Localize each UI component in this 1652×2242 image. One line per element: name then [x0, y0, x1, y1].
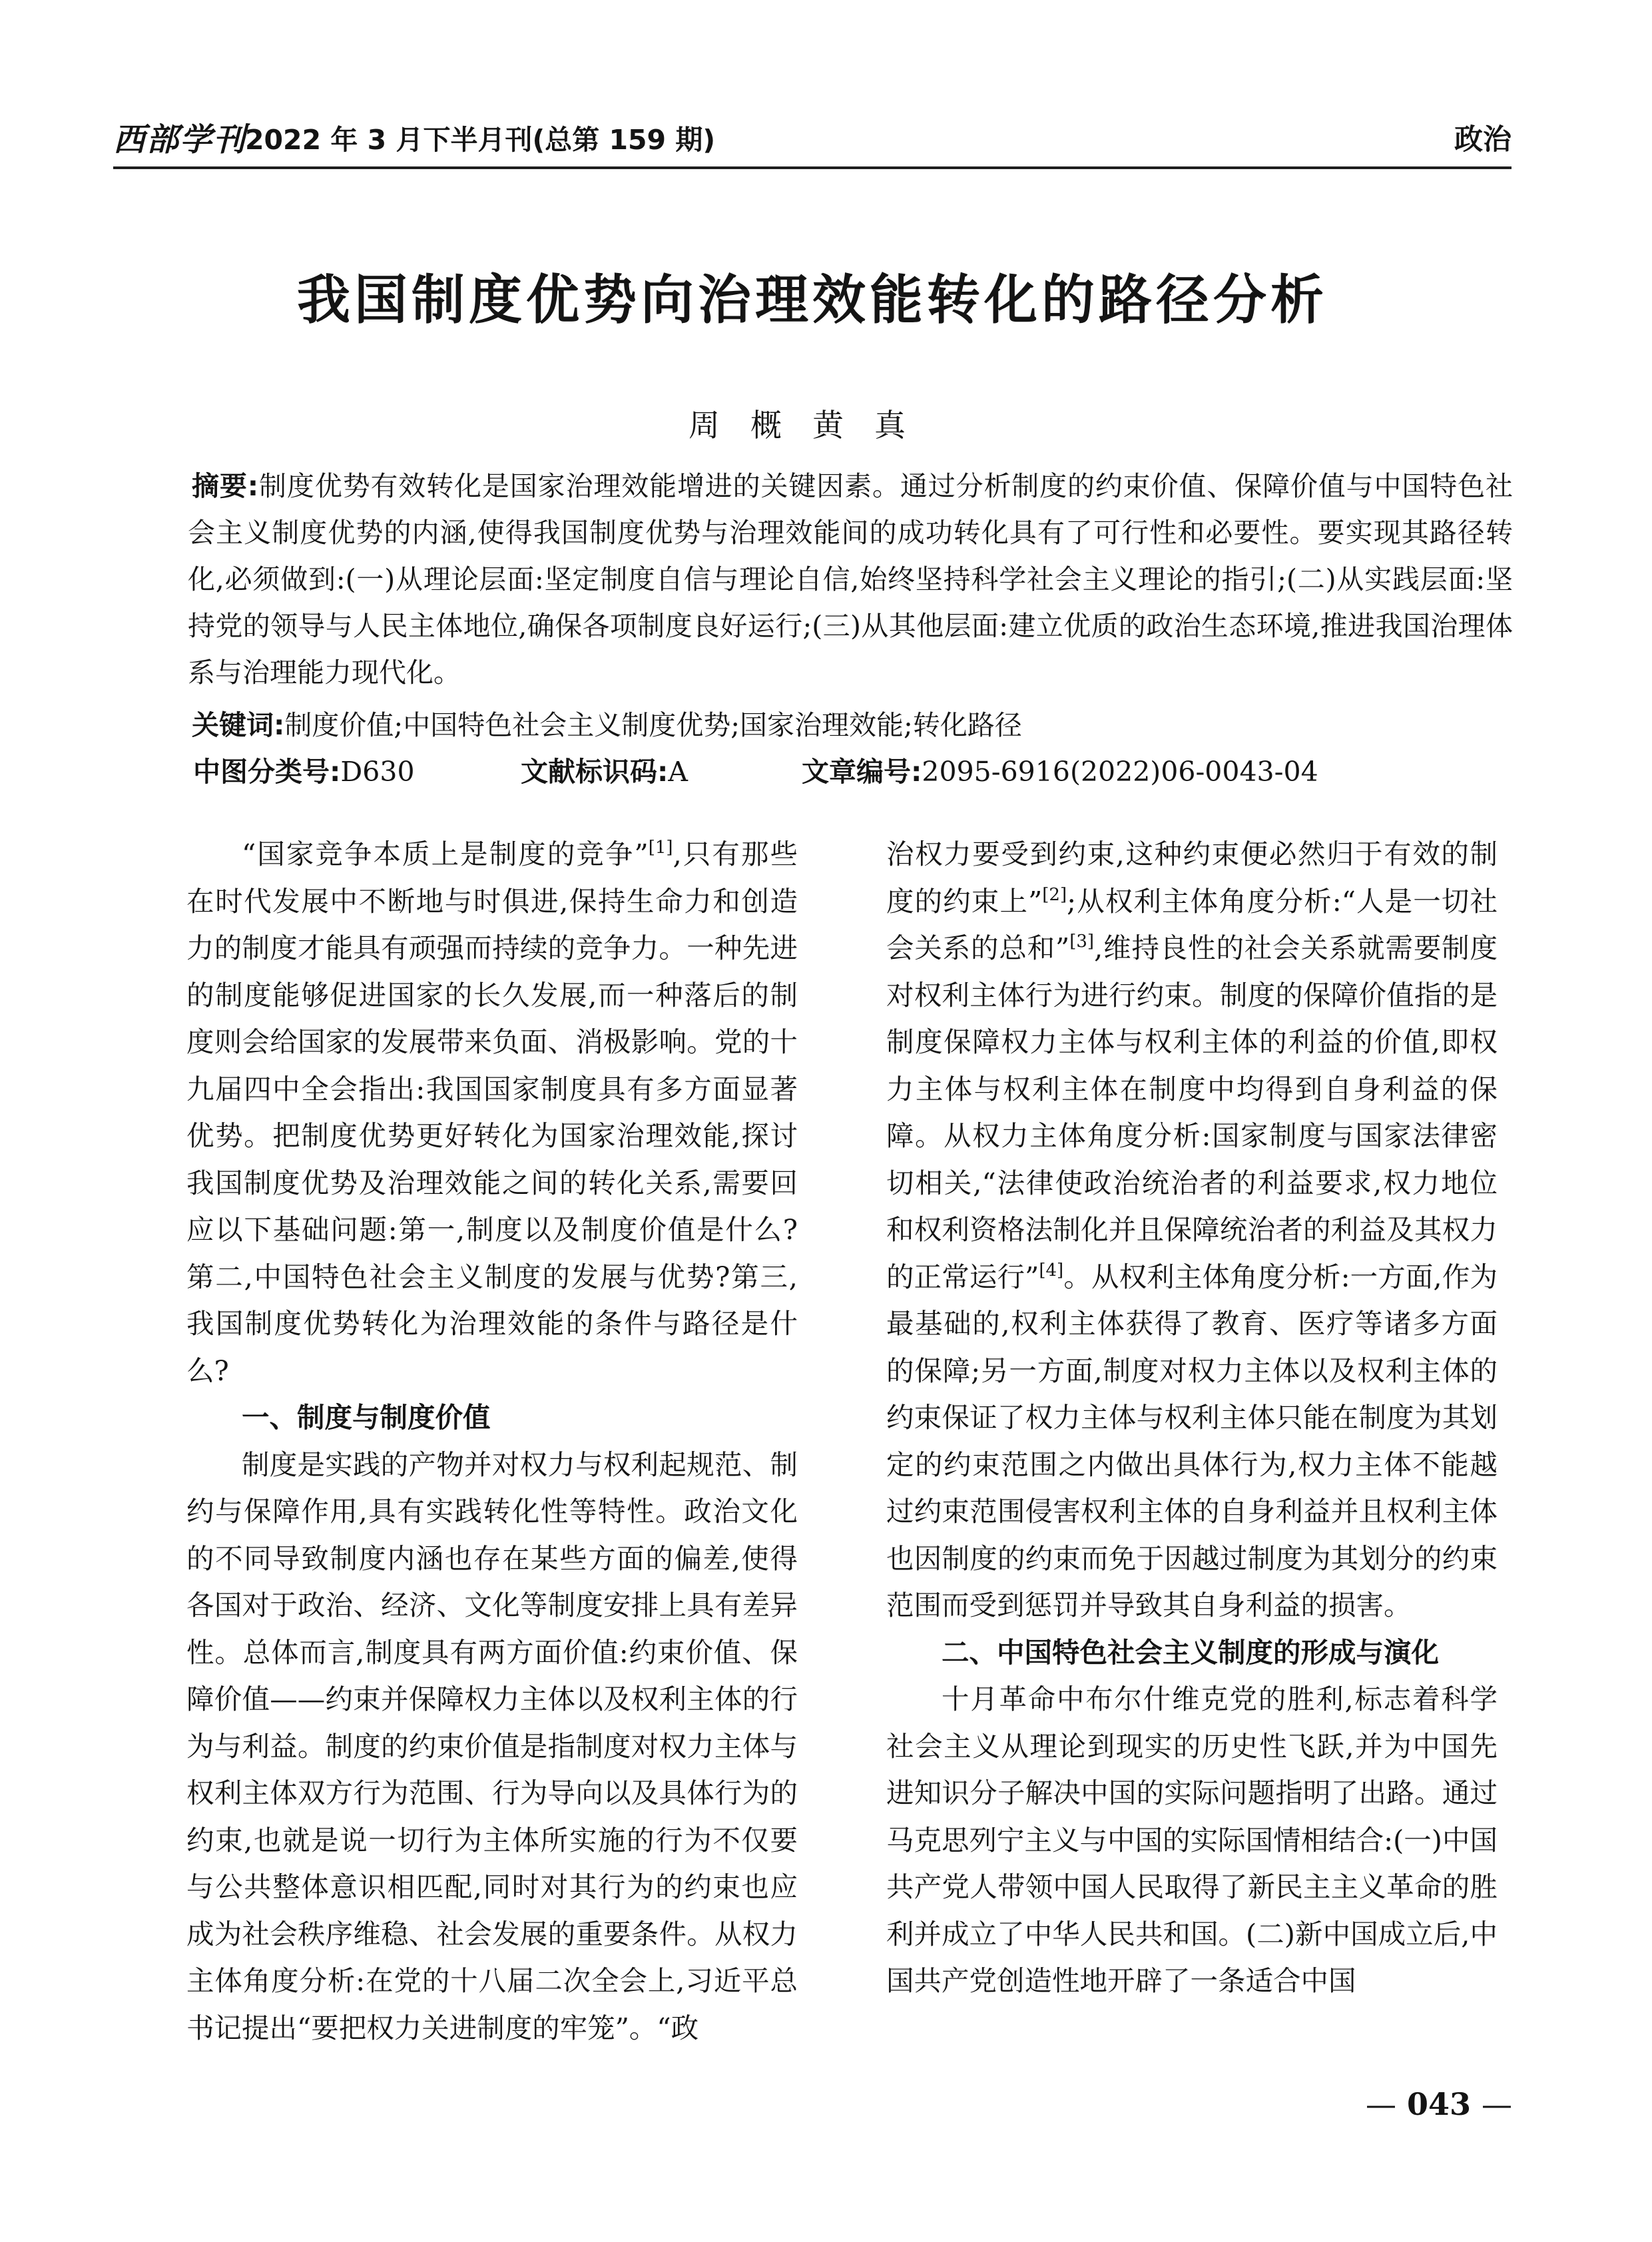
page-number-value: 043 — [1406, 2086, 1471, 2122]
paragraph-text: ;从权利主体角度分析:“人是一切社会关系的总和” — [886, 884, 1498, 964]
clc-number — [193, 748, 415, 795]
paragraph-text: ,只有那些在时代发展中不断地与时俱进,保持生命力和创造力的制度才能具有顽强而持续的竞争力。一种先进的制度能够促进国家的长久发展,而一种落后的制度则会给国家的发展带来负面、消极影响。党的十九届四中全会指出:我国国家制度具有多方面显著优势。把制度优势更好转化为国家治理效能,探讨我国制度优势及治理效能之间的转化关系,需要回应以下基础问题:第一,制度以及制度价值是什么?第二,中国特色社会主义制度的发展与优势?第三,我国制度优势转化为治理效能的条件与路径是什么? — [186, 838, 798, 1387]
article-number — [802, 748, 1318, 795]
citation-ref: [4] — [1039, 1260, 1064, 1280]
clc-value: D630 — [340, 756, 415, 788]
doc-code-value: A — [668, 756, 688, 788]
page-number — [1366, 2081, 1512, 2127]
citation-ref: [3] — [1069, 932, 1095, 952]
document-code — [521, 748, 688, 795]
abstract — [188, 463, 1513, 696]
page-dash-right: — — [1482, 2086, 1512, 2122]
citation-ref: [1] — [648, 838, 673, 858]
paragraph-text: 治权力要受到约束,这种约束便必然归于有效的制度的约束上” — [886, 838, 1498, 918]
paragraph-text: “国家竞争本质上是制度的竞争” — [242, 838, 649, 870]
body-paragraph: 十月革命中布尔什维克党的胜利,标志着科学社会主义从理论到现实的历史性飞跃,并为中国先进知识分子解决中国的实际问题指明了出路。通过马克思列宁主义与中国的实际国情相结合:(一)中国共产党人带领中国人民取得了新民主主义革命的胜利并成立了中华人民共和国。(二)新中国成立后,中国共产党创造性地开辟了一条适合中国 — [886, 1683, 1498, 1997]
running-header — [113, 117, 1512, 163]
issue-info: 2022 年 3 月下半月刊(总第 159 期) — [245, 124, 716, 156]
abstract-text: 制度优势有效转化是国家治理效能增进的关键因素。通过分析制度的约束价值、保障价值与中国特色社会主义制度优势的内涵,使得我国制度优势与治理效能间的成功转化具有了可行性和必要性。要实现其路径转化,必须做到:(一)从理论层面:坚定制度自信与理论自信,始终坚持科学社会主义理论的指引;(二)从实践层面:坚持党的领导与人民主体地位,确保各项制度良好运行;(三)从其他层面:建立优质的政治生态环境,推进我国治理体系与治理能力现代化。 — [188, 470, 1513, 689]
body-paragraph: 制度是实践的产物并对权力与权利起规范、制约与保障作用,具有实践转化性等特性。政治文化的不同导致制度内涵也存在某些方面的偏差,使得各国对于政治、经济、文化等制度安排上具有差异性。总体而言,制度具有两方面价值:约束价值、保障价值——约束并保障权力主体以及权利主体的行为与利益。制度的约束价值是指制度对权力主体与权利主体双方行为范围、行为导向以及具体行为的约束,也就是说一切行为主体所实施的行为不仅要与公共整体意识相匹配,同时对其行为的约束也应成为社会秩序维稳、社会发展的重要条件。从权力主体角度分析:在党的十八届二次全会上,习近平总书记提出“要把权力关进制度的牢笼”。“政 — [186, 1448, 798, 2044]
doc-code-label: 文献标识码: — [521, 756, 669, 788]
page-dash-left: — — [1365, 2086, 1396, 2122]
paragraph-text: 。从权利主体角度分析:一方面,作为最基础的,权利主体获得了教育、医疗等诸多方面的保障;另一方面,制度对权力主体以及权利主体的约束保证了权力主体与权利主体只能在制度为其划定的约束范围之内做出具体行为,权力主体不能越过约束范围侵害权利主体的自身利益并且权利主体也因制度的约束而免于因越过制度为其划分的约束范围而受到惩罚并导致其自身利益的损害。 — [886, 1260, 1498, 1621]
keywords-label: 关键词: — [192, 709, 285, 741]
section-name: 政治 — [1454, 123, 1512, 156]
abstract-label: 摘要: — [192, 470, 259, 502]
article-no-label: 文章编号: — [802, 756, 922, 788]
citation-ref: [2] — [1042, 884, 1067, 905]
keywords-text: 制度价值;中国特色社会主义制度优势;国家治理效能;转化路径 — [284, 709, 1022, 741]
body-column-right — [886, 831, 1498, 2005]
clc-label: 中图分类号: — [193, 756, 341, 788]
article-title: 我国制度优势向治理效能转化的路径分析 — [297, 268, 1328, 331]
body-paragraph — [186, 831, 798, 1394]
keywords — [192, 702, 1517, 748]
article-no-value: 2095-6916(2022)06-0043-04 — [922, 756, 1318, 788]
paragraph-text: ,维持良性的社会关系就需要制度对权利主体行为进行约束。制度的保障价值指的是制度保障权力主体与权利主体的利益的价值,即权力主体与权利主体在制度中均得到自身利益的保障。从权力主体角度分析:国家制度与国家法律密切相关,“法律使政治统治者的利益要求,权力地位和权利资格法制化并且保障统治者的利益及其权力的正常运行” — [886, 932, 1498, 1293]
section-heading-1: 一、制度与制度价值 — [242, 1401, 491, 1434]
header-divider — [113, 166, 1512, 169]
journal-logo: 西部学刊 — [113, 121, 247, 158]
body-column-left — [186, 831, 798, 2052]
body-paragraph — [886, 831, 1498, 1629]
section-heading-2: 二、中国特色社会主义制度的形成与演化 — [942, 1635, 1440, 1669]
article-authors: 周概黄真 — [688, 408, 936, 444]
